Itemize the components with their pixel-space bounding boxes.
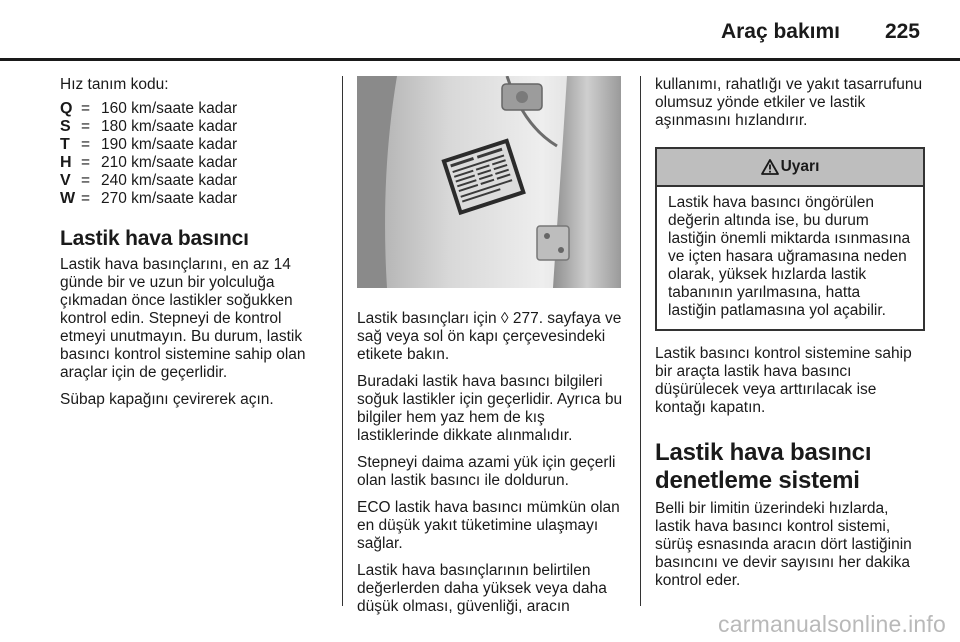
warning-body: Lastik hava basıncı öngörülen değerin altında ise, bu durum lastiğin önemli miktarda ısınmasına ve içten hasara uğramasına neden olarak, yüksek hızlarda lastik tabanının yarılmasına, hatta lastiğin patlamasına yol açabilir. <box>668 194 911 319</box>
speed-code-equals: = <box>81 100 91 117</box>
paragraph: Stepneyi daima azami yük için geçerli olan lastik basıncı ile doldurun. <box>357 454 616 489</box>
speed-code-equals: = <box>81 190 91 207</box>
speed-code-value: 210 km/saate kadar <box>101 154 238 171</box>
speed-code-letter: H <box>60 154 72 171</box>
warning-box <box>655 147 925 331</box>
watermark: carmanualsonline.info <box>718 611 946 637</box>
speed-code-letter: T <box>60 136 70 153</box>
speed-code-letter: V <box>60 172 71 189</box>
speed-code-letter: S <box>60 118 71 135</box>
speed-code-row <box>60 172 330 190</box>
speed-code-heading: Hız tanım kodu: <box>60 76 169 93</box>
speed-code-equals: = <box>81 136 91 153</box>
warning-title: Uyarı <box>780 158 820 175</box>
paragraph: kullanımı, rahatlığı ve yakıt tasarrufunu olumsuz yönde etkiler ve lastik aşınmasını hızlandırır. <box>655 76 923 129</box>
paragraph: Lastik hava basınçlarını, en az 14 günde bir ve uzun bir yolculuğa çıkmadan önce lastikler soğukken kontrol edin. Stepneyi de kontrol etmeyi unutmayın. Bu durum, lastik basıncı kontrol sistemine sahip olan araçlar için de geçerlidir. <box>60 256 306 381</box>
section-heading: Lastik hava basıncı denetleme sistemi <box>655 439 872 494</box>
column-left <box>60 76 330 418</box>
speed-code-letter: W <box>60 190 76 207</box>
door-frame-label-photo <box>357 76 621 288</box>
speed-code-value: 160 km/saate kadar <box>101 100 238 117</box>
page-header <box>0 0 960 62</box>
column-divider <box>640 76 641 606</box>
speed-code-list <box>60 100 330 208</box>
paragraph: Belli bir limitin üzerindeki hızlarda, lastik hava basıncı kontrol sistemi, sürüş esnasında aracın dört lastiğinin basıncını ve devir sayısını her dakika kontrol eder. <box>655 500 912 589</box>
page-title: Araç bakımı <box>720 20 840 43</box>
speed-code-row <box>60 154 330 172</box>
paragraph: Lastik basıncı kontrol sistemine sahip bir araçta lastik hava basıncı düşürülecek veya arttırılacak ise kontağı kapatın. <box>655 345 912 416</box>
speed-code-equals: = <box>81 118 91 135</box>
speed-code-value: 190 km/saate kadar <box>101 136 238 153</box>
page-number: 225 <box>884 20 920 43</box>
section-heading: Lastik hava basıncı <box>60 227 249 250</box>
warning-triangle-icon <box>761 159 779 175</box>
speed-code-row <box>60 100 330 118</box>
paragraph: Lastik hava basınçlarının belirtilen değerlerden daha yüksek veya daha düşük olması, güvenliği, aracın <box>357 562 607 615</box>
speed-code-equals: = <box>81 172 91 189</box>
speed-code-row <box>60 190 330 208</box>
paragraph: Buradaki lastik hava basıncı bilgileri soğuk lastikler için geçerlidir. Ayrıca bu bilgiler hem yaz hem de kış lastiklerinde dikkate alınmalıdır. <box>357 373 623 444</box>
speed-code-value: 180 km/saate kadar <box>101 118 238 135</box>
speed-code-row <box>60 118 330 136</box>
paragraph: Sübap kapağını çevirerek açın. <box>60 391 274 408</box>
speed-code-equals: = <box>81 154 91 171</box>
header-rule <box>0 58 960 61</box>
speed-code-value: 240 km/saate kadar <box>101 172 238 189</box>
speed-code-value: 270 km/saate kadar <box>101 190 238 207</box>
column-right <box>655 76 925 599</box>
warning-header <box>657 149 923 187</box>
speed-code-row <box>60 136 330 154</box>
paragraph: ECO lastik hava basıncı mümkün olan en düşük yakıt tüketimine ulaşmayı sağlar. <box>357 499 620 552</box>
column-middle <box>357 76 629 625</box>
column-divider <box>342 76 343 606</box>
paragraph: Lastik basınçları için ◊ 277. sayfaya ve sağ veya sol ön kapı çerçevesindeki etikete bakın. <box>357 310 622 363</box>
speed-code-letter: Q <box>60 100 73 117</box>
